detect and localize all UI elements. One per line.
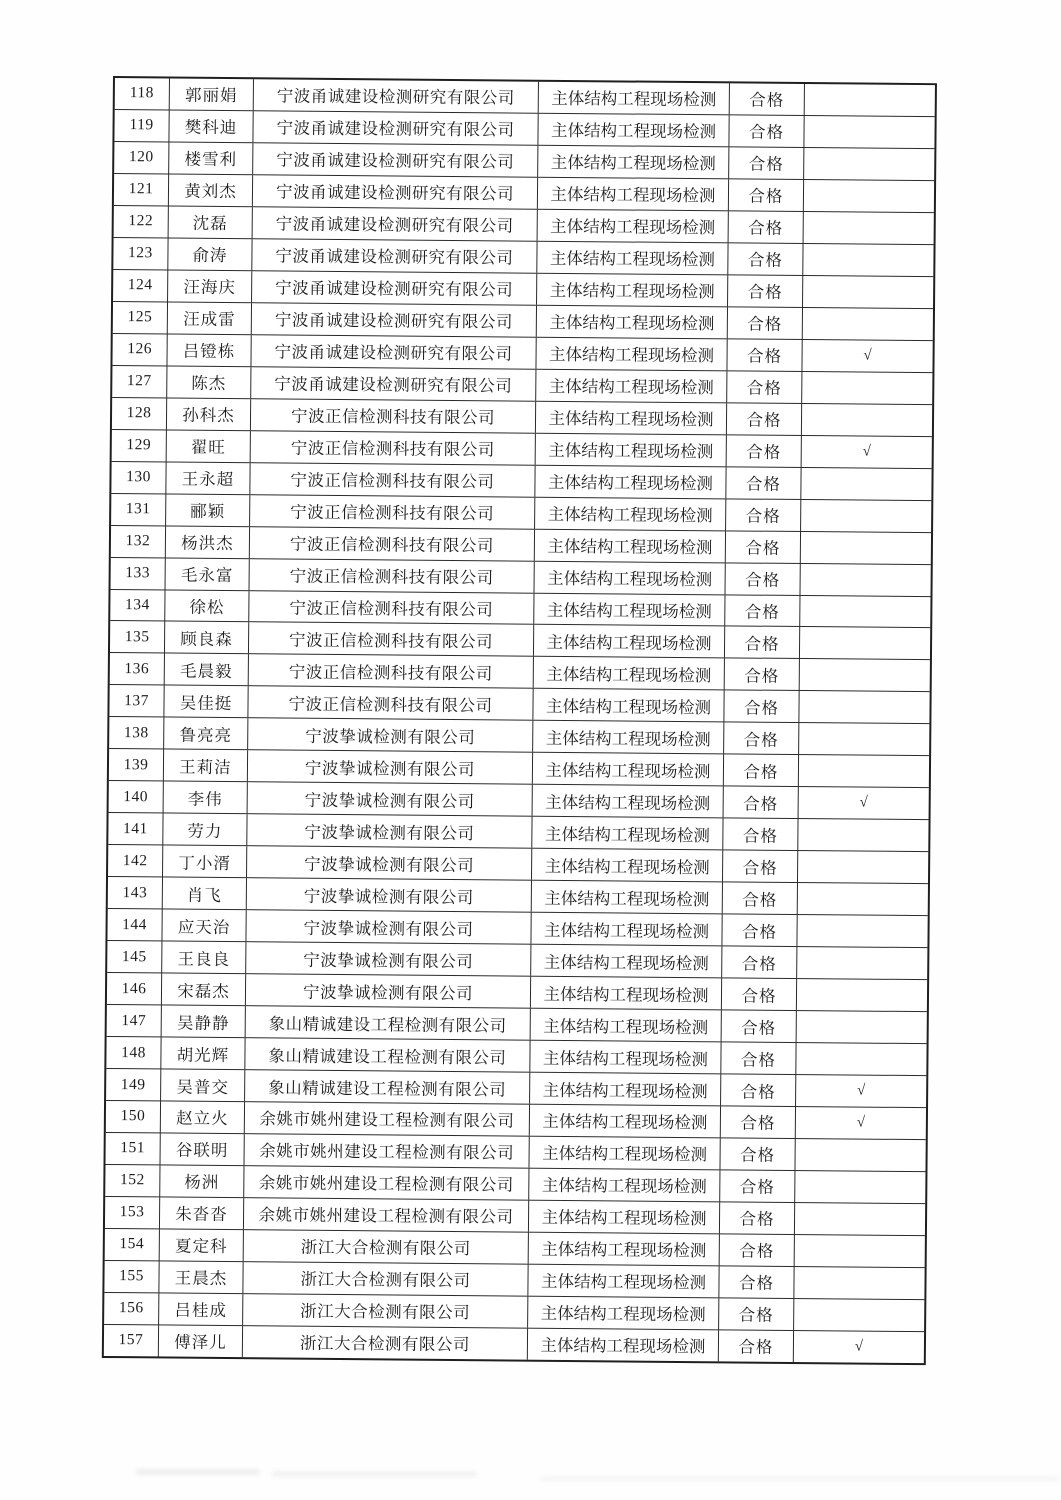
company-cell: 宁波正信检测科技有限公司 — [249, 655, 534, 688]
exam-subject-cell: 主体结构工程现场检测 — [537, 274, 728, 307]
checkmark-cell — [802, 404, 932, 436]
company-cell: 余姚市姚州建设工程检测有限公司 — [244, 1166, 529, 1199]
company-cell: 宁波挚诚检测有限公司 — [246, 910, 531, 943]
exam-subject-cell: 主体结构工程现场检测 — [528, 1265, 719, 1298]
result-cell: 合格 — [727, 371, 802, 403]
company-cell: 余姚市姚州建设工程检测有限公司 — [245, 1134, 530, 1167]
checkmark-cell — [795, 1203, 925, 1235]
person-name-cell: 吴佳挺 — [164, 686, 248, 718]
company-cell: 宁波正信检测科技有限公司 — [251, 399, 536, 432]
row-number-cell: 156 — [104, 1293, 159, 1324]
exam-subject-cell: 主体结构工程现场检测 — [531, 977, 722, 1010]
row-number-cell: 153 — [105, 1197, 160, 1228]
row-number-cell: 120 — [114, 142, 169, 173]
company-cell: 宁波挚诚检测有限公司 — [246, 942, 531, 975]
company-cell: 宁波正信检测科技有限公司 — [251, 431, 536, 464]
result-cell: 合格 — [725, 659, 800, 691]
exam-subject-cell: 主体结构工程现场检测 — [534, 593, 725, 626]
checkmark-cell — [799, 723, 929, 755]
row-number-cell: 144 — [107, 909, 162, 940]
person-name-cell: 吕桂成 — [159, 1293, 243, 1325]
row-number-cell: 145 — [107, 941, 162, 972]
result-cell: 合格 — [726, 563, 801, 595]
company-cell: 象山精诚建设工程检测有限公司 — [246, 1006, 531, 1039]
exam-subject-cell: 主体结构工程现场检测 — [534, 625, 725, 658]
scan-smudge — [272, 1471, 477, 1477]
company-cell: 宁波正信检测科技有限公司 — [250, 463, 535, 496]
exam-subject-cell: 主体结构工程现场检测 — [539, 82, 730, 115]
company-cell: 宁波挚诚检测有限公司 — [248, 783, 533, 816]
person-name-cell: 杨洪杰 — [166, 526, 250, 558]
row-number-cell: 121 — [114, 174, 169, 205]
checkmark-cell — [798, 883, 928, 915]
result-cell: 合格 — [721, 1074, 796, 1106]
checkmark-cell — [804, 148, 934, 180]
checkmark-cell — [795, 1235, 925, 1267]
row-number-cell: 137 — [109, 685, 164, 716]
checkmark-cell — [797, 979, 927, 1011]
checkmark-cell — [800, 659, 930, 691]
row-number-cell: 123 — [113, 238, 168, 269]
exam-subject-cell: 主体结构工程现场检测 — [529, 1201, 720, 1234]
person-name-cell: 沈磊 — [169, 206, 253, 238]
row-number-cell: 122 — [114, 206, 169, 237]
checkmark-cell — [800, 627, 930, 659]
checkmark-cell — [799, 755, 929, 787]
exam-subject-cell: 主体结构工程现场检测 — [532, 881, 723, 914]
company-cell: 象山精诚建设工程检测有限公司 — [245, 1038, 530, 1071]
row-number-cell: 147 — [107, 1005, 162, 1036]
person-name-cell: 应天治 — [162, 910, 246, 942]
person-name-cell: 吴静静 — [162, 1006, 246, 1038]
row-number-cell: 138 — [109, 717, 164, 748]
exam-subject-cell: 主体结构工程现场检测 — [538, 146, 729, 179]
exam-subject-cell: 主体结构工程现场检测 — [529, 1137, 720, 1170]
row-number-cell: 139 — [109, 749, 164, 780]
person-name-cell: 徐松 — [165, 590, 249, 622]
checkmark-cell — [804, 212, 934, 244]
result-cell: 合格 — [729, 179, 804, 211]
result-cell: 合格 — [721, 1106, 796, 1138]
row-number-cell: 148 — [106, 1037, 161, 1068]
checkmark-cell — [798, 851, 928, 883]
result-cell: 合格 — [720, 1138, 795, 1170]
result-cell: 合格 — [727, 339, 802, 371]
result-cell: 合格 — [724, 691, 799, 723]
company-cell: 宁波挚诚检测有限公司 — [247, 846, 532, 879]
row-number-cell: 128 — [112, 398, 167, 429]
exam-subject-cell: 主体结构工程现场检测 — [530, 1073, 721, 1106]
row-number-cell: 150 — [106, 1101, 161, 1132]
exam-subject-cell: 主体结构工程现场检测 — [531, 913, 722, 946]
result-cell: 合格 — [723, 851, 798, 883]
exam-subject-cell: 主体结构工程现场检测 — [530, 1041, 721, 1074]
person-name-cell: 赵立火 — [161, 1101, 245, 1133]
checkmark-cell — [795, 1139, 925, 1171]
result-cell: 合格 — [727, 403, 802, 435]
row-number-cell: 143 — [108, 877, 163, 908]
exam-subject-cell: 主体结构工程现场检测 — [538, 114, 729, 147]
person-name-cell: 王良良 — [162, 942, 246, 974]
row-number-cell: 149 — [106, 1069, 161, 1100]
row-number-cell: 130 — [111, 462, 166, 493]
company-cell: 宁波甬诚建设检测研究有限公司 — [251, 367, 536, 400]
result-cell: 合格 — [728, 243, 803, 275]
company-cell: 宁波挚诚检测有限公司 — [247, 814, 532, 847]
person-name-cell: 肖飞 — [163, 878, 247, 910]
result-cell: 合格 — [729, 147, 804, 179]
checkmark-cell — [794, 1267, 924, 1299]
exam-subject-cell: 主体结构工程现场检测 — [534, 657, 725, 690]
exam-subject-cell: 主体结构工程现场检测 — [531, 945, 722, 978]
row-number-cell: 119 — [114, 110, 169, 141]
result-cell: 合格 — [726, 531, 801, 563]
row-number-cell: 133 — [111, 558, 166, 589]
person-name-cell: 顾良森 — [165, 622, 249, 654]
person-name-cell: 孙科杰 — [167, 398, 251, 430]
person-name-cell: 吴普交 — [161, 1069, 245, 1101]
checkmark-cell — [799, 691, 929, 723]
person-name-cell: 宋磊杰 — [162, 974, 246, 1006]
row-number-cell: 127 — [112, 366, 167, 397]
company-cell: 宁波甬诚建设检测研究有限公司 — [252, 271, 537, 304]
company-cell: 浙江大合检测有限公司 — [243, 1326, 528, 1359]
person-name-cell: 俞涛 — [168, 238, 252, 270]
company-cell: 宁波甬诚建设检测研究有限公司 — [251, 335, 536, 368]
company-cell: 宁波正信检测科技有限公司 — [250, 559, 535, 592]
result-cell: 合格 — [724, 723, 799, 755]
exam-subject-cell: 主体结构工程现场检测 — [535, 465, 726, 498]
exam-subject-cell: 主体结构工程现场检测 — [535, 561, 726, 594]
row-number-cell: 118 — [115, 78, 170, 109]
row-number-cell: 125 — [113, 302, 168, 333]
result-cell: 合格 — [720, 1234, 795, 1266]
company-cell: 浙江大合检测有限公司 — [243, 1294, 528, 1327]
result-cell: 合格 — [722, 915, 797, 947]
person-name-cell: 楼雪利 — [169, 142, 253, 174]
checkmark-cell: √ — [859, 794, 868, 811]
company-cell: 宁波甬诚建设检测研究有限公司 — [253, 175, 538, 208]
checkmark-cell — [801, 532, 931, 564]
result-cell: 合格 — [729, 115, 804, 147]
result-cell: 合格 — [719, 1298, 794, 1330]
person-name-cell: 朱沓沓 — [160, 1197, 244, 1229]
row-number-cell: 135 — [110, 621, 165, 652]
company-cell: 宁波甬诚建设检测研究有限公司 — [252, 303, 537, 336]
person-name-cell: 王晨杰 — [159, 1261, 243, 1293]
person-name-cell: 汪成雷 — [168, 302, 252, 334]
exam-subject-cell: 主体结构工程现场检测 — [529, 1233, 720, 1266]
row-number-cell: 152 — [105, 1165, 160, 1196]
person-name-cell: 夏定科 — [160, 1229, 244, 1261]
checkmark-cell — [798, 819, 928, 851]
person-name-cell: 黄刘杰 — [169, 174, 253, 206]
person-name-cell: 王永超 — [166, 462, 250, 494]
row-number-cell: 141 — [108, 813, 163, 844]
checkmark-cell — [804, 116, 934, 148]
row-number-cell: 140 — [109, 781, 164, 812]
checkmark-cell — [802, 372, 932, 404]
checkmark-cell — [800, 596, 930, 628]
result-cell: 合格 — [725, 595, 800, 627]
exam-subject-cell: 主体结构工程现场检测 — [537, 242, 728, 275]
checkmark-cell — [797, 947, 927, 979]
checkmark-cell — [797, 915, 927, 947]
result-cell: 合格 — [719, 1266, 794, 1298]
exam-subject-cell: 主体结构工程现场检测 — [536, 369, 727, 402]
company-cell: 宁波甬诚建设检测研究有限公司 — [254, 79, 539, 112]
row-number-cell: 155 — [104, 1261, 159, 1292]
exam-subject-cell: 主体结构工程现场检测 — [536, 433, 727, 466]
checkmark-cell: √ — [862, 443, 871, 460]
result-cell: 合格 — [723, 883, 798, 915]
person-name-cell: 胡光辉 — [161, 1038, 245, 1070]
result-cell: 合格 — [722, 947, 797, 979]
checkmark-cell — [803, 276, 933, 308]
row-number-cell: 134 — [110, 589, 165, 620]
company-cell: 宁波挚诚检测有限公司 — [248, 719, 533, 752]
company-cell: 宁波挚诚检测有限公司 — [246, 974, 531, 1007]
checkmark-cell: √ — [863, 347, 872, 364]
exam-subject-cell: 主体结构工程现场检测 — [531, 1009, 722, 1042]
person-name-cell: 傅泽儿 — [159, 1325, 243, 1357]
exam-subject-cell: 主体结构工程现场检测 — [538, 178, 729, 211]
result-cell: 合格 — [730, 83, 805, 115]
result-cell: 合格 — [720, 1202, 795, 1234]
person-name-cell: 劳力 — [163, 814, 247, 846]
person-name-cell: 翟旺 — [167, 430, 251, 462]
scan-smudge — [540, 1476, 1060, 1481]
exam-subject-cell: 主体结构工程现场检测 — [533, 753, 724, 786]
row-number-cell: 146 — [107, 973, 162, 1004]
result-cell: 合格 — [726, 499, 801, 531]
scan-smudge — [135, 1469, 260, 1475]
result-cell: 合格 — [728, 307, 803, 339]
company-cell: 宁波甬诚建设检测研究有限公司 — [253, 207, 538, 240]
person-name-cell: 杨洲 — [160, 1165, 244, 1197]
result-cell: 合格 — [724, 787, 799, 819]
checkmark-cell — [801, 564, 931, 596]
row-number-cell: 124 — [113, 270, 168, 301]
company-cell: 宁波挚诚检测有限公司 — [247, 878, 532, 911]
company-cell: 宁波正信检测科技有限公司 — [249, 623, 534, 656]
exam-subject-cell: 主体结构工程现场检测 — [533, 689, 724, 722]
company-cell: 浙江大合检测有限公司 — [244, 1230, 529, 1263]
exam-subject-cell: 主体结构工程现场检测 — [528, 1328, 719, 1361]
result-cell: 合格 — [724, 755, 799, 787]
checkmark-cell — [795, 1171, 925, 1203]
row-number-cell: 131 — [111, 494, 166, 525]
exam-subject-cell: 主体结构工程现场检测 — [536, 337, 727, 370]
exam-subject-cell: 主体结构工程现场检测 — [529, 1169, 720, 1202]
person-name-cell: 谷联明 — [161, 1133, 245, 1165]
exam-subject-cell: 主体结构工程现场检测 — [528, 1296, 719, 1329]
company-cell: 浙江大合检测有限公司 — [243, 1262, 528, 1295]
checkmark-cell — [803, 244, 933, 276]
company-cell: 余姚市姚州建设工程检测有限公司 — [244, 1198, 529, 1231]
checkmark-cell — [801, 500, 931, 532]
table-row — [104, 1325, 924, 1363]
result-cell: 合格 — [722, 1010, 797, 1042]
company-cell: 宁波正信检测科技有限公司 — [250, 495, 535, 528]
person-name-cell: 毛永富 — [166, 558, 250, 590]
person-name-cell: 毛晨毅 — [165, 654, 249, 686]
person-name-cell: 樊科迪 — [169, 110, 253, 142]
result-cell: 合格 — [726, 467, 801, 499]
company-cell: 宁波甬诚建设检测研究有限公司 — [252, 239, 537, 272]
checkmark-cell — [801, 468, 931, 500]
results-table — [102, 76, 937, 1365]
exam-subject-cell: 主体结构工程现场检测 — [538, 210, 729, 243]
person-name-cell: 李伟 — [164, 782, 248, 814]
company-cell: 象山精诚建设工程检测有限公司 — [245, 1070, 530, 1103]
person-name-cell: 吕镫栋 — [167, 334, 251, 366]
company-cell: 宁波甬诚建设检测研究有限公司 — [253, 143, 538, 176]
checkmark-cell — [804, 180, 934, 212]
checkmark-cell: √ — [856, 1082, 866, 1099]
result-cell: 合格 — [723, 819, 798, 851]
company-cell: 宁波正信检测科技有限公司 — [250, 527, 535, 560]
company-cell: 宁波挚诚检测有限公司 — [248, 751, 533, 784]
row-number-cell: 157 — [104, 1325, 159, 1356]
checkmark-cell — [805, 84, 935, 116]
checkmark-cell — [803, 308, 933, 340]
person-name-cell: 陈杰 — [167, 366, 251, 398]
row-number-cell: 132 — [111, 526, 166, 557]
person-name-cell: 丁小湑 — [163, 846, 247, 878]
person-name-cell: 郭丽娟 — [170, 78, 254, 110]
exam-subject-cell: 主体结构工程现场检测 — [533, 721, 724, 754]
person-name-cell: 汪海庆 — [168, 270, 252, 302]
company-cell: 宁波正信检测科技有限公司 — [248, 687, 533, 720]
checkmark-cell: √ — [856, 1114, 866, 1131]
checkmark-cell: √ — [854, 1338, 864, 1355]
row-number-cell: 154 — [105, 1229, 160, 1260]
result-cell: 合格 — [725, 627, 800, 659]
company-cell: 宁波正信检测科技有限公司 — [249, 591, 534, 624]
row-number-cell: 136 — [110, 653, 165, 684]
result-cell: 合格 — [721, 1042, 796, 1074]
result-cell: 合格 — [729, 211, 804, 243]
row-number-cell: 151 — [106, 1133, 161, 1164]
company-cell: 宁波甬诚建设检测研究有限公司 — [253, 111, 538, 144]
exam-subject-cell: 主体结构工程现场检测 — [530, 1105, 721, 1138]
row-number-cell: 129 — [112, 430, 167, 461]
exam-subject-cell: 主体结构工程现场检测 — [532, 817, 723, 850]
exam-subject-cell: 主体结构工程现场检测 — [532, 849, 723, 882]
result-cell: 合格 — [722, 978, 797, 1010]
company-cell: 余姚市姚州建设工程检测有限公司 — [245, 1102, 530, 1135]
checkmark-cell — [794, 1299, 924, 1331]
row-number-cell: 142 — [108, 845, 163, 876]
row-number-cell: 126 — [112, 334, 167, 365]
result-cell: 合格 — [719, 1330, 794, 1362]
exam-subject-cell: 主体结构工程现场检测 — [535, 529, 726, 562]
checkmark-cell — [797, 1011, 927, 1043]
exam-subject-cell: 主体结构工程现场检测 — [537, 305, 728, 338]
person-name-cell: 王莉洁 — [164, 750, 248, 782]
result-cell: 合格 — [720, 1170, 795, 1202]
exam-subject-cell: 主体结构工程现场检测 — [533, 785, 724, 818]
person-name-cell: 郦颖 — [166, 494, 250, 526]
exam-subject-cell: 主体结构工程现场检测 — [535, 497, 726, 530]
result-cell: 合格 — [728, 275, 803, 307]
person-name-cell: 鲁亮亮 — [164, 718, 248, 750]
result-cell: 合格 — [727, 435, 802, 467]
exam-subject-cell: 主体结构工程现场检测 — [536, 401, 727, 434]
checkmark-cell — [796, 1043, 926, 1075]
